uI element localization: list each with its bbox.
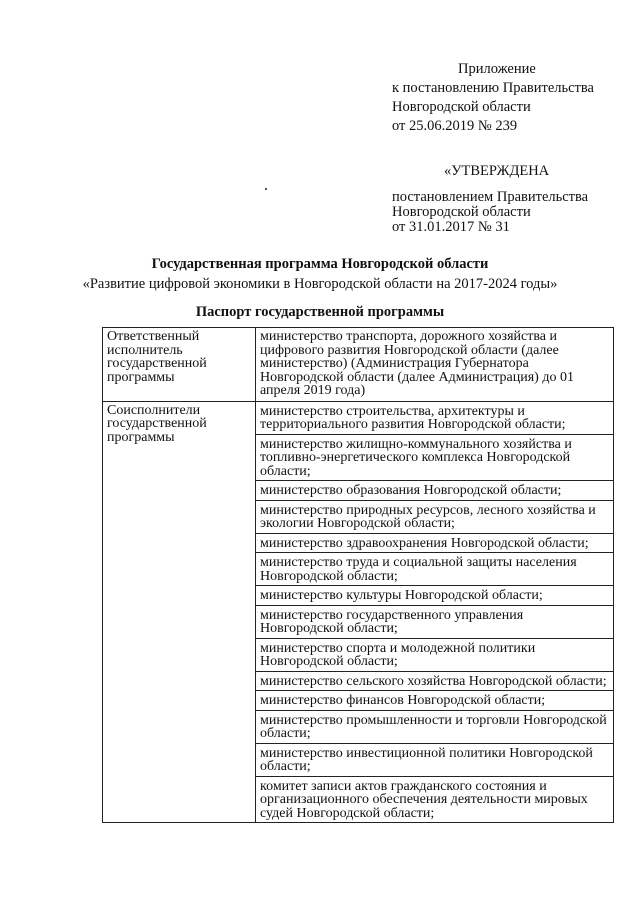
approved-heading: «УТВЕРЖДЕНА xyxy=(444,163,550,179)
program-title-line: Государственная программа Новгородской области xyxy=(151,256,489,272)
table-cell-item: комитет записи актов гражданского состояния и организационного обеспечения деятельности мировых судей Новгородской области; xyxy=(256,776,614,823)
table-cell-value: министерство транспорта, дорожного хозяйства и цифрового развития Новгородской области (далее министерство) (Администрация Губернатора Новгородской области (далее Администрация) до 01 апреля 2019 года) xyxy=(256,328,614,402)
program-subtitle-line: «Развитие цифровой экономики в Новгородской области на 2017-2024 годы» xyxy=(82,276,558,292)
appendix-line: к постановлению Правительства xyxy=(392,80,594,96)
table-cell-item: министерство культуры Новгородской области; xyxy=(256,586,614,606)
table-cell-item: министерство здравоохранения Новгородской области; xyxy=(256,533,614,553)
appendix-heading: Приложение xyxy=(458,61,536,77)
passport-title: Паспорт государственной программы xyxy=(195,304,445,320)
approved-line: Новгородской области xyxy=(392,204,531,220)
table-cell-item: министерство государственного управления Новгородской области; xyxy=(256,605,614,638)
approved-line: от 31.01.2017 № 31 xyxy=(392,219,510,235)
table-cell-label: Соисполнители государственной программы xyxy=(103,401,256,823)
table-cell-item: министерство инвестиционной политики Новгородской области; xyxy=(256,743,614,776)
scan-speck xyxy=(265,188,267,190)
approved-line: постановлением Правительства xyxy=(392,189,589,205)
table-cell-item: министерство промышленности и торговли Новгородской области; xyxy=(256,710,614,743)
table-row xyxy=(103,328,614,402)
table-cell-item: министерство природных ресурсов, лесного хозяйства и экологии Новгородской области; xyxy=(256,500,614,533)
table-cell-item: министерство жилищно-коммунального хозяйства и топливно-энергетического комплекса Новгородской области; xyxy=(256,434,614,481)
passport-table xyxy=(102,327,614,823)
table-cell-item: министерство финансов Новгородской области; xyxy=(256,691,614,711)
table-cell-item: министерство спорта и молодежной политики Новгородской области; xyxy=(256,638,614,671)
table-cell-item: министерство строительства, архитектуры и территориального развития Новгородской области; xyxy=(256,401,614,434)
table-cell-item: министерство образования Новгородской области; xyxy=(256,481,614,501)
appendix-block xyxy=(392,60,594,136)
approved-block xyxy=(392,164,588,235)
table-cell-label: Ответственный исполнитель государственной программы xyxy=(103,328,256,402)
appendix-line: от 25.06.2019 № 239 xyxy=(392,118,518,134)
table-row xyxy=(103,401,614,434)
program-title xyxy=(0,254,640,294)
table-cell-item: министерство сельского хозяйства Новгородской области; xyxy=(256,671,614,691)
table-cell-item: министерство труда и социальной защиты населения Новгородской области; xyxy=(256,553,614,586)
appendix-line: Новгородской области xyxy=(392,99,531,115)
